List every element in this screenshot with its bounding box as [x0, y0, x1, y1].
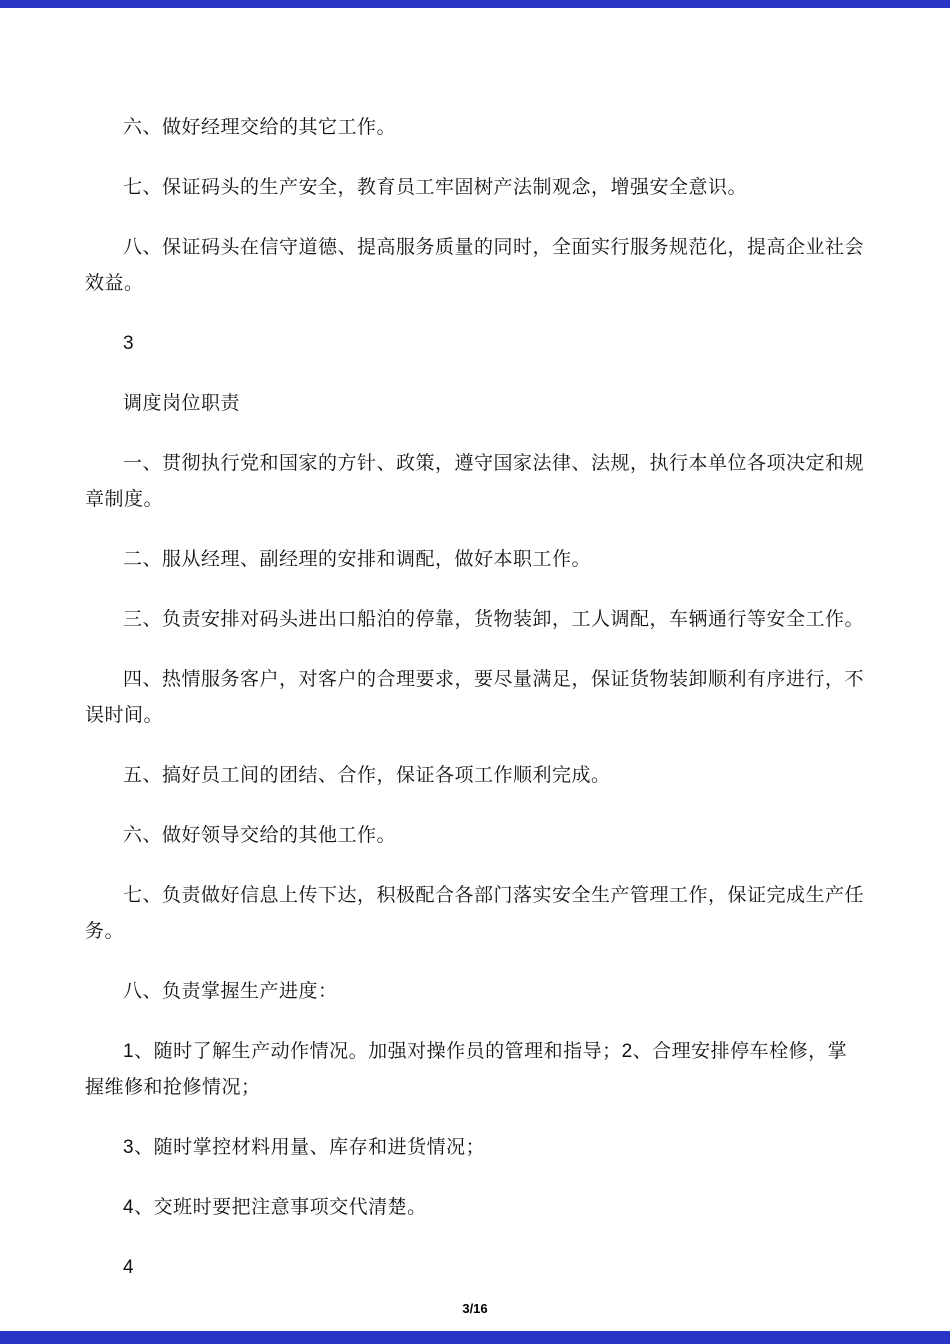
section-title: 调度岗位职责 [123, 393, 241, 414]
paragraph: 二、服从经理、副经理的安排和调配，做好本职工作。 [123, 549, 592, 570]
paragraph: 八、保证码头在信守道德、提高服务质量的同时，全面实行服务规范化，提高企业社会效益。 [85, 237, 865, 294]
section-number: 3 [123, 333, 135, 354]
paragraph: 三、负责安排对码头进出口船泊的停靠，货物装卸，工人调配，车辆通行等安全工作。 [123, 609, 865, 630]
paragraph: 八、负责掌握生产进度： [123, 981, 338, 1002]
paragraph: 七、保证码头的生产安全，教育员工牢固树产法制观念，增强安全意识。 [123, 177, 748, 198]
page-number-indicator: 3/16 [462, 1301, 488, 1316]
paragraph: 一、贯彻执行党和国家的方针、政策，遵守国家法律、法规，执行本单位各项决定和规章制度。 [85, 453, 865, 510]
paragraph: 六、做好领导交给的其他工作。 [123, 825, 397, 846]
section-number: 4 [123, 1257, 135, 1278]
paragraph: 1、随时了解生产动作情况。加强对操作员的管理和指导；2、合理安排停车栓修，掌握维修和抢修情况； [85, 1041, 848, 1098]
paragraph: 4、交班时要把注意事项交代清楚。 [123, 1197, 427, 1218]
paragraph: 四、热情服务客户，对客户的合理要求，要尽量满足，保证货物装卸顺利有序进行，不误时间。 [85, 669, 865, 726]
bottom-edge-strip [0, 1331, 950, 1344]
paragraph: 五、搞好员工间的团结、合作，保证各项工作顺利完成。 [123, 765, 611, 786]
top-edge-strip [0, 0, 950, 8]
document-page [0, 8, 950, 1331]
paragraph: 七、负责做好信息上传下达，积极配合各部门落实安全生产管理工作，保证完成生产任务。 [85, 885, 865, 942]
paragraph: 六、做好经理交给的其它工作。 [123, 117, 397, 138]
paragraph: 3、随时掌控材料用量、库存和进货情况； [123, 1137, 486, 1158]
